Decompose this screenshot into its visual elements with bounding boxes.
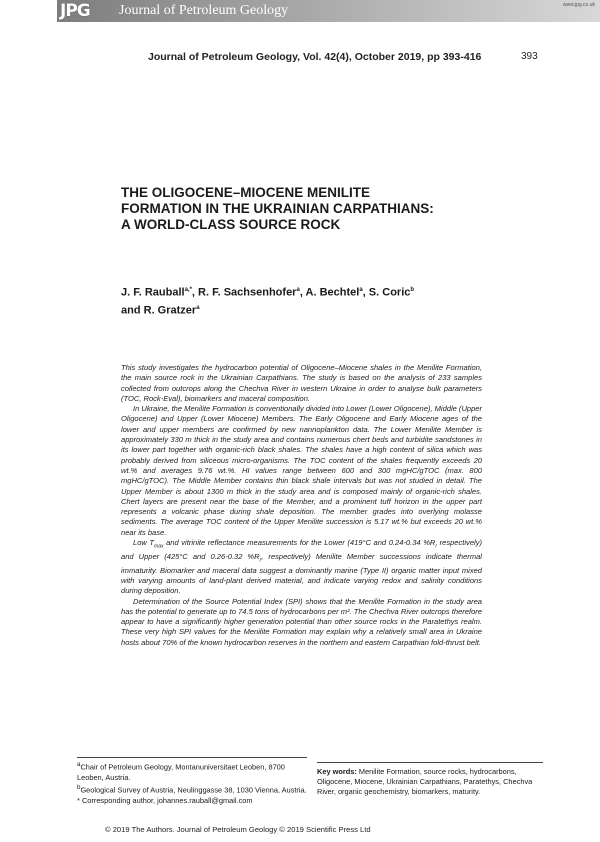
affiliations-footnote	[77, 757, 307, 806]
affiliation-item: $^a$Chair of Petroleum Geology, Montanuniversitaet Leoben, 8700 Leoben, Austria.	[77, 761, 285, 782]
author-name: A. Bechtel	[305, 286, 360, 299]
title-line-3: A WORLD-CLASS SOURCE ROCK	[121, 217, 341, 232]
banner-journal-title: Journal of Petroleum Geology	[119, 3, 289, 18]
journal-url[interactable]: www.jpg.co.uk	[563, 2, 595, 8]
author-name: S. Coric	[368, 286, 411, 299]
title-line-2: FORMATION IN THE UKRAINIAN CARPATHIANS:	[121, 201, 434, 216]
author-name: R. Gratzer	[143, 304, 197, 317]
keywords-label: Key words:	[317, 767, 357, 776]
keywords-divider	[317, 762, 543, 763]
abstract-paragraph-1: This study investigates the hydrocarbon potential of Oligocene–Miocene shales in the Menilite Formation, the main source rock in the Ukrainian Carpathians. The study is based on the analysis of 233 samples collected from outcrops along the Chechva River in western Ukraine in order to analyse bulk parameters (TOC, Rock-Eval), biomarkers and maceral composition.	[121, 363, 482, 403]
running-head: Journal of Petroleum Geology, Vol. 42(4), October 2019, pp 393-416	[148, 51, 482, 63]
author-affiliation-mark: b	[410, 287, 415, 293]
author-affiliation-mark: a	[196, 304, 200, 311]
keywords-text: Menilite Formation, source rocks, hydrocarbons, Oligocene, Miocene, Ukrainian Carpathians, Paratethys, Chechva River, organic geochemistry, biomarkers, maturity.	[317, 767, 533, 797]
keywords-box	[317, 762, 543, 798]
abstract-paragraph-3: Low $T_{max}$ and vitrinite reflectance measurements for the Lower (419°C and 0.24-0.34 $\%R_r$ respectively) and Upper (425°C and 0.26-0.32 $\%R_r$, respectively) Menilite Member successions indicate thermal immaturity. Biomarker and maceral data suggest a dominantly marine (Type II) organic matter input mixed with varying amounts of land-plant derived material, and indicate varying redox and salinity conditions during deposition.	[121, 538, 482, 596]
copyright-notice: © 2019 The Authors. Journal of Petroleum Geology © 2019 Scientific Press Ltd	[105, 825, 371, 834]
corresponding-author: * Corresponding author, johannes.rauball@gmail.com	[77, 795, 253, 805]
author-list: J. F. Rauball$^{a,*}$, R. F. Sachsenhofer$^a$, A. Bechtel$^a$, S. Coric$^b$ and R. Gratzer$^a$	[121, 286, 415, 317]
title-line-1: THE OLIGOCENE–MIOCENE MENILITE	[121, 185, 371, 200]
journal-banner	[57, 0, 600, 22]
author-name: R. F. Sachsenhofer	[198, 286, 297, 299]
author-affiliation-mark: a,*	[184, 287, 192, 293]
article-title	[121, 185, 501, 233]
author-affiliation-mark: a	[359, 287, 363, 293]
abstract-paragraph-4: Determination of the Source Potential Index (SPI) shows that the Menilite Formation in the study area has the potential to generate up to 74.5 tons of hydrocarbons per m². The Chechva River outcrops therefore appear to have a significantly higher generation potential than other source rocks in the Paratethys realm. These very high SPI values for the Menilite Formation may explain why a relatively small area in Ukraine hosts about 70% of the known hydrocarbon reserves in the northern and eastern Carpathian fold-thrust belt.	[121, 596, 482, 647]
author-conjunction: and	[121, 304, 141, 317]
abstract	[121, 363, 482, 648]
journal-logo: JPG	[60, 1, 90, 21]
footnote-divider	[77, 757, 307, 758]
page-number: 393	[521, 51, 538, 62]
affiliation-item: $^b$Geological Survey of Austria, Neulinggasse 38, 1030 Vienna, Austria.	[77, 783, 307, 795]
author-name: J. F. Rauball	[121, 286, 185, 299]
author-affiliation-mark: a	[296, 287, 300, 293]
abstract-paragraph-2: In Ukraine, the Menilite Formation is conventionally divided into Lower (Lower Oligocene), Middle (Upper Oligocene) and Upper (Lower Miocene) Members. The Early Oligocene and Early Miocene ages of the lower and upper members are confirmed by new nannoplankton data. The Lower Menilite Member is approximately 330 m thick in the study area and contains numerous chert beds and turbidite sandstones in its lower part together with organic-rich black shales. The shales have a high content of silica which was probably derived from siliceous micro-organisms. The TOC content of the shales frequently exceeds 20 wt.% and averages 9.76 wt.%. HI values range between 600 and 300 mgHC/gTOC (max. 800 mgHC/gTOC). The Middle Member contains thin black shale intervals but was not studied in detail. The Upper Member is about 1300 m thick in the study area and is composed mainly of organic-rich shales. Chert layers are present near the base of the Member, and a prominent tuff horizon in the upper part represents a volcanic phase during shale deposition. The member grades into overlying molasse sediments. The average TOC content of the Upper Menilite succession is 5.17 wt.% but exceeds 20 wt.% near its base.	[121, 404, 482, 537]
